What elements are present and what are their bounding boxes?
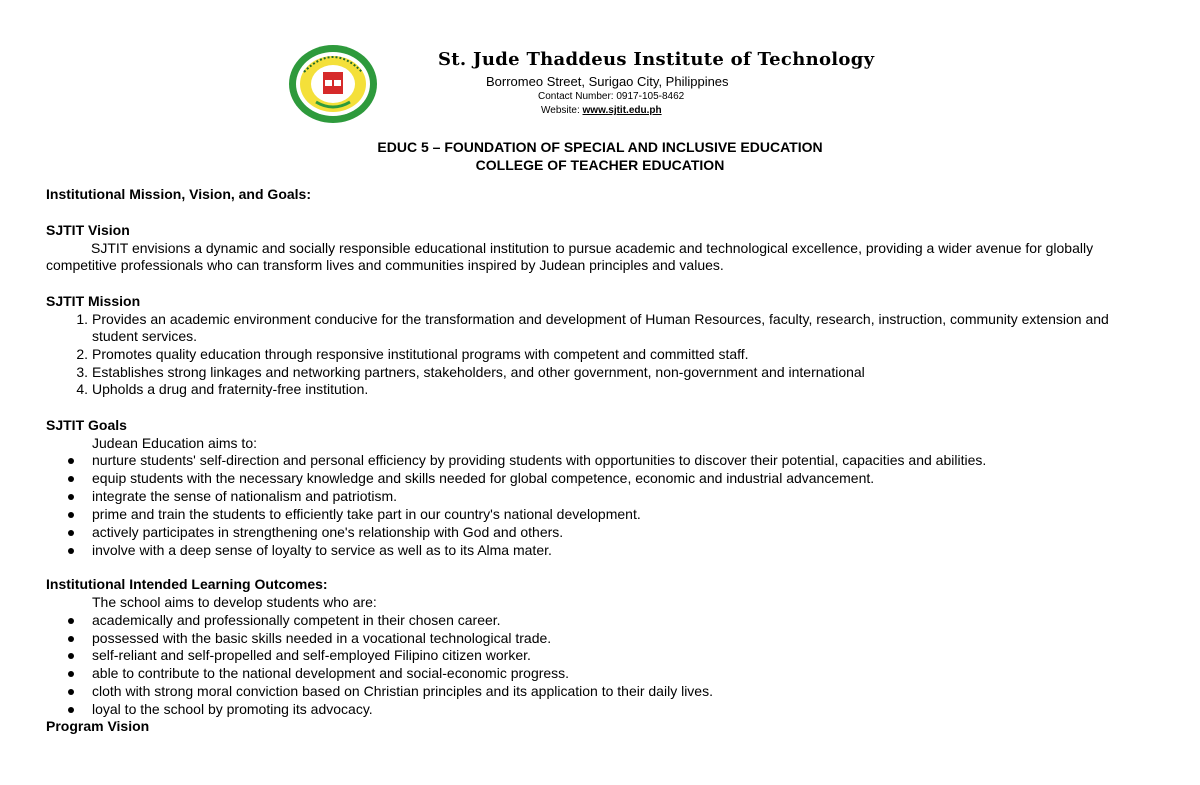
ilo-item-text: academically and professionally competent in their chosen career.	[92, 612, 501, 628]
institution-address: Borromeo Street, Surigao City, Philippines	[486, 74, 729, 89]
goal-item-text: nurture students' self-direction and personal efficiency by providing students with opportunities to discover their potential, capacities and abilities.	[92, 452, 987, 468]
bullet-icon	[68, 671, 74, 677]
goals-intro: Judean Education aims to:	[92, 435, 257, 451]
bullet-icon	[68, 530, 74, 536]
institution-website-line	[541, 105, 662, 116]
vision-heading: SJTIT Vision	[46, 222, 130, 238]
website-link[interactable]: www.sjtit.edu.ph	[582, 105, 662, 116]
goal-item-text: integrate the sense of nationalism and patriotism.	[92, 488, 398, 504]
college-name: COLLEGE OF TEACHER EDUCATION	[475, 157, 725, 173]
institution-contact: Contact Number: 0917-105-8462	[538, 91, 685, 102]
mission-item-text: Establishes strong linkages and networking partners, stakeholders, and other government, non-government and international	[92, 364, 865, 380]
mission-item-text: Provides an academic environment conducive for the transformation and development of Human Resources, faculty, research, instruction, community extension and student services.	[92, 311, 1109, 344]
bullet-icon	[68, 653, 74, 659]
ilo-item-text: self-reliant and self-propelled and self-employed Filipino citizen worker.	[92, 647, 531, 663]
goal-item-text: actively participates in strengthening one's relationship with God and others.	[92, 524, 564, 540]
ilo-intro: The school aims to develop students who are:	[92, 594, 377, 610]
vision-text: SJTIT envisions a dynamic and socially responsible educational institution to pursue academic and technological excellence, providing a wider avenue for globally competitive professionals who can transform lives and communities inspired by Judean principles and values.	[46, 240, 1094, 273]
section-heading: Institutional Mission, Vision, and Goals:	[46, 186, 311, 202]
bullet-icon	[68, 689, 74, 695]
website-label: Website:	[541, 105, 580, 116]
bullet-icon	[68, 548, 74, 554]
goal-item-text: involve with a deep sense of loyalty to service as well as to its Alma mater.	[92, 542, 552, 558]
mission-item-text: Upholds a drug and fraternity-free institution.	[92, 381, 369, 397]
ilo-item-text: possessed with the basic skills needed in a vocational technological trade.	[92, 630, 552, 646]
ilo-heading: Institutional Intended Learning Outcomes:	[46, 576, 328, 592]
bullet-icon	[68, 707, 74, 713]
goals-heading: SJTIT Goals	[46, 417, 127, 433]
bullet-icon	[68, 494, 74, 500]
goal-item-text: equip students with the necessary knowledge and skills needed for global competence, economic and industrial advancement.	[92, 470, 875, 486]
bullet-icon	[68, 512, 74, 518]
institution-name: St. Jude Thaddeus Institute of Technology	[438, 49, 875, 70]
document-page: St. Jude Thaddeus Institute of Technology Borromeo Street, Surigao City, Philippines Contact Number: 0917-105-8462 Website: www.sjtit.edu.ph EDUC 5 – FOUNDATION OF SPECIAL AND INCLUSIVE EDUCATION COLLEGE OF TEACHER EDUCATION Institutional Mission, Vision, and Goals: SJTIT Vision SJTIT envisions a dynamic and socially responsible educational institution to pursue academic and technological excellence, providing a wider avenue for globally competitive professionals who can transform lives and communities inspired by Judean principles and values. SJTIT Mission 1. Provides an academic environment conducive for the transformation and development of Human Resources, faculty, research, instruction, community extension and student services. 2. Promotes quality education through responsive institutional programs with competent and committed staff. 3. Establishes strong linkages and networking partners, stakeholders, and other government, non-government and international 4. Upholds a drug and fraternity-free institution. SJTIT Goals Judean Education aims to: nurture students' self-direction and personal efficiency by providing students with opportunities to discover their potential, capacities and abilities. equip students with the necessary knowledge and skills needed for global competence, economic and industrial advancement. integrate the sense of nationalism and patriotism. prime and train the students to efficiently take part in our country's national development. actively participates in strengthening one's relationship with God and others. involve with a deep sense of loyalty to service as well as to its Alma mater. Institutional Intended Learning Outcomes: The school aims to develop students who are: academically and professionally competent in their chosen career. possessed with the basic skills needed in a vocational technological trade. self-reliant and self-propelled and self-employed Filipino citizen worker. able to contribute to the national development and social-economic progress. cloth with strong moral conviction based on Christian principles and its application to their daily lives. loyal to the school by promoting its advocacy. Program Vision	[0, 0, 1200, 785]
letterhead	[288, 44, 875, 124]
bullet-icon	[68, 618, 74, 624]
bullet-icon	[68, 636, 74, 642]
goal-item-text: prime and train the students to efficiently take part in our country's national development.	[92, 506, 641, 522]
program-vision-heading: Program Vision	[46, 718, 150, 734]
school-seal-icon	[288, 44, 378, 124]
ilo-item-text: able to contribute to the national development and social-economic progress.	[92, 665, 570, 681]
ilo-item-text: cloth with strong moral conviction based on Christian principles and its application to their daily lives.	[92, 683, 713, 699]
bullet-icon	[68, 476, 74, 482]
course-title: EDUC 5 – FOUNDATION OF SPECIAL AND INCLUSIVE EDUCATION	[377, 139, 823, 155]
mission-heading: SJTIT Mission	[46, 293, 141, 309]
mission-item-text: Promotes quality education through responsive institutional programs with competent and committed staff.	[92, 346, 749, 362]
bullet-icon	[68, 458, 74, 464]
ilo-item-text: loyal to the school by promoting its advocacy.	[92, 701, 373, 717]
